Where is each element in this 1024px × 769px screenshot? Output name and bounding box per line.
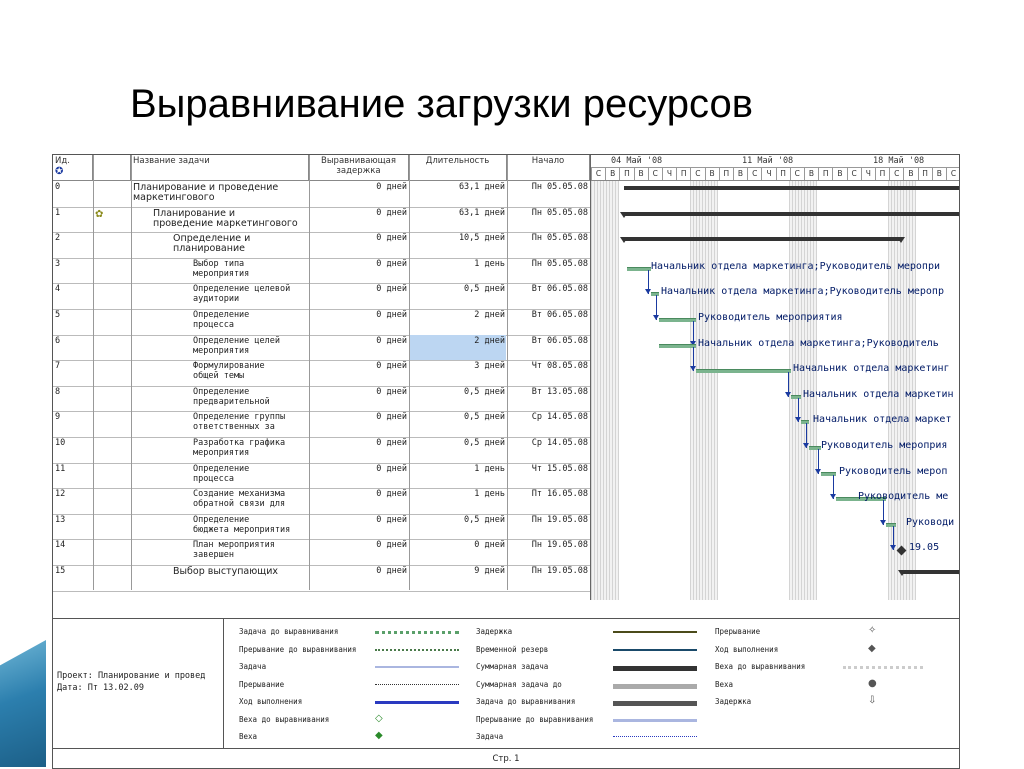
legend-swatch [375,631,459,634]
table-row[interactable] [53,258,590,284]
task-id: 10 [55,438,66,448]
day-label: С [690,168,704,180]
legend-label: Веха [239,732,258,741]
task-bar[interactable] [651,292,659,296]
task-duration: 2 дней [474,310,505,320]
column-divider [93,155,94,590]
task-delay: 0 дней [376,412,407,423]
task-delay: 0 дней [376,566,407,576]
task-name: Определение и [173,233,251,245]
col-delay-header[interactable]: Выравнивающая задержка [309,155,409,181]
table-row[interactable] [53,335,590,361]
week-label: 04 Май '08 [611,156,663,166]
task-delay: 0 дней [376,335,407,346]
legend-label: Задержка [476,627,513,636]
legend-swatch [613,666,697,671]
column-divider [131,155,132,590]
task-name: Планирование и [153,207,236,219]
table-row[interactable] [53,565,590,591]
task-duration: 3 дней [474,361,505,372]
legend-swatch [613,684,697,689]
task-name: Определение целевой [193,284,291,295]
legend-swatch [613,701,697,706]
legend-label: Ход выполнения [239,697,303,706]
task-id: 7 [55,361,61,372]
task-start: Пт 16.05.08 [531,489,588,500]
legend-label: Веха [715,679,734,689]
legend-label: Прерывание [239,679,285,689]
day-label: С [648,168,662,180]
weekend-shading [591,181,619,600]
task-duration: 0,5 дней [464,386,505,397]
task-duration: 9 дней [474,566,505,576]
task-name: Определение [193,514,250,525]
task-bar[interactable] [809,446,821,450]
day-label: В [634,168,648,180]
task-start: Пн 05.05.08 [531,207,588,218]
day-label: Ч [861,168,875,180]
table-row[interactable] [53,309,590,335]
day-label: В [804,168,818,180]
task-name: Выбор выступающих [173,566,278,577]
day-label: С [847,168,861,180]
summary-bar-end [956,212,960,218]
table-row[interactable] [53,207,590,233]
column-divider [409,155,410,590]
legend-label: Прерывание [715,627,761,636]
task-start: Пн 19.05.08 [531,566,588,576]
task-bar[interactable] [659,318,696,322]
legend-label: Суммарная задача [476,662,549,671]
task-name-line2: процесса [193,473,234,484]
task-name-line2: общей темы [193,371,245,382]
resource-label: Руководитель ме [858,491,949,503]
resource-label: Руководи [906,516,955,528]
dependency-arrowhead [890,545,896,550]
task-start: Пн 19.05.08 [531,540,588,551]
task-start: Чт 15.05.08 [531,463,588,474]
task-duration: 0 дней [474,540,505,551]
day-label: П [776,168,790,180]
legend-symbol-icon: ✧ [868,625,877,636]
day-label: В [932,168,946,180]
task-delay: 0 дней [376,386,407,397]
task-duration: 1 день [474,258,505,269]
table-row[interactable] [53,360,590,386]
task-delay: 0 дней [376,489,407,500]
table-row[interactable] [53,181,590,207]
task-name: Определение [193,310,250,320]
summary-bar-end [956,570,960,576]
day-label: В [605,168,619,180]
task-delay: 0 дней [376,207,407,218]
task-duration: 1 день [474,463,505,474]
day-label: Ч [761,168,775,180]
legend-label: Временной резерв [476,644,549,654]
legend-divider [223,619,224,749]
task-name: Определение [193,463,250,474]
day-label: П [719,168,733,180]
task-name: Выбор типа [193,258,245,269]
task-id: 1 [55,207,61,218]
task-id: 6 [55,335,61,346]
task-bar[interactable] [886,523,896,527]
task-id: 2 [55,233,61,244]
task-id: 5 [55,310,61,320]
legend-symbol-icon: ◆ [375,730,383,741]
task-start: Пн 19.05.08 [531,514,588,525]
task-name-line2: завершен [193,550,234,561]
task-delay: 0 дней [376,463,407,474]
task-id: 15 [55,566,66,576]
table-row[interactable] [53,232,590,258]
task-name: Создание механизма [193,489,286,500]
task-start: Вт 06.05.08 [531,284,588,295]
task-name-line2: маркетингового [133,192,215,203]
task-name: Планирование и проведение [133,182,279,193]
task-start: Пн 05.05.08 [531,258,588,269]
resource-label: Начальник отдела маркетинга;Руководитель [698,337,939,349]
task-delay: 0 дней [376,258,407,269]
task-id: 12 [55,489,66,500]
task-delay: 0 дней [376,182,407,192]
day-label: П [818,168,832,180]
task-delay: 0 дней [376,310,407,320]
col-id-header[interactable] [53,155,93,181]
table-row[interactable] [53,437,590,463]
task-bar[interactable] [696,369,791,373]
day-label: Ч [662,168,676,180]
table-row[interactable] [53,514,590,540]
day-label: С [747,168,761,180]
task-id: 4 [55,284,61,295]
task-name: Определение [193,386,250,397]
summary-bar-end [620,237,628,243]
task-name: Определение группы [193,412,286,423]
day-label: С [946,168,960,180]
task-id: 0 [55,182,61,192]
task-start: Ср 14.05.08 [531,438,588,448]
task-duration: 0,5 дней [464,284,505,295]
task-duration: 1 день [474,489,505,500]
slide-decoration [0,640,46,767]
day-label: П [918,168,932,180]
legend-swatch [613,631,697,633]
weekend-shading [690,181,718,600]
task-start: Вт 13.05.08 [531,386,588,397]
task-name-line2: аудитории [193,294,240,305]
resource-label: Руководитель мероприя [821,440,948,451]
summary-bar-end [897,237,905,243]
row-divider [53,591,590,592]
table-row[interactable] [53,488,590,514]
resource-label: 19.05 [909,542,940,554]
gantt-chart [590,155,960,600]
day-label: С [591,168,605,180]
legend-label: Задача до выравнивания [239,627,339,636]
task-bar[interactable] [801,420,809,424]
task-delay: 0 дней [376,284,407,295]
table-row[interactable] [53,411,590,437]
task-name-line2: мероприятия [193,268,250,279]
legend-label: Задача [239,662,267,671]
legend-label: Суммарная задача до [476,679,562,689]
legend-symbol-icon: ● [868,677,877,689]
legend-label: Прерывание до выравнивания [476,714,594,724]
day-label: В [705,168,719,180]
task-duration: 63,1 дней [458,207,505,218]
legend-swatch [375,666,459,668]
task-bar[interactable] [791,395,801,399]
col-name-header[interactable]: Название задачи [131,155,309,181]
task-name-line2: мероприятия [193,345,250,356]
day-label: В [733,168,747,180]
legend-symbol-icon: ◇ [375,712,383,724]
legend [53,618,959,749]
task-start: Ср 14.05.08 [531,412,588,423]
legend-label: Задача до выравнивания [476,697,576,706]
legend-swatch [843,666,923,669]
task-name: Формулирование [193,361,265,372]
legend-swatch [375,684,459,685]
task-name-line2: процесса [193,320,234,330]
task-delay: 0 дней [376,438,407,448]
task-name: Разработка графика [193,438,286,448]
resource-label: Руководитель мероприятия [698,312,843,323]
legend-swatch [613,649,697,651]
table-row[interactable] [53,463,590,489]
task-bar[interactable] [659,344,696,348]
task-id: 11 [55,463,66,474]
task-duration: 10,5 дней [458,233,505,244]
legend-symbol-icon: ⇩ [868,695,877,706]
task-start: Пн 05.05.08 [531,233,588,244]
column-divider [507,155,508,590]
slide-title: Выравнивание загрузки ресурсов [130,82,753,126]
project-date: Дата: Пт 13.02.09 [57,683,144,693]
table-row[interactable] [53,386,590,412]
task-name: Определение целей [193,335,280,346]
resource-label: Начальник отдела маркетинг [793,363,950,375]
week-label: 11 Май '08 [742,156,794,166]
table-row[interactable] [53,283,590,309]
summary-bar-end [620,212,628,218]
task-delay: 0 дней [376,514,407,525]
task-delay: 0 дней [376,233,407,244]
day-label: С [889,168,903,180]
task-duration: 2 дней [474,335,505,346]
task-name: План мероприятия [193,540,275,551]
legend-label: Ход выполнения [715,644,779,654]
task-id: 8 [55,386,61,397]
legend-swatch [375,701,459,704]
task-start: Вт 06.05.08 [531,310,588,320]
task-name-line2: планирование [173,243,245,255]
day-label: С [790,168,804,180]
task-name-line2: обратной связи для [193,499,286,510]
recurring-indicator-icon: ✿ [95,208,104,220]
gantt-frame [52,154,960,769]
legend-swatch [375,649,459,651]
task-id: 3 [55,258,61,269]
info-icon: ✪ [55,166,64,177]
resource-label: Начальник отдела маркет [813,414,952,426]
task-start: Пн 05.05.08 [531,182,588,192]
page-number: Стр. 1 [53,748,959,769]
resource-label: Начальник отдела маркетинга;Руководитель меропри [651,260,940,272]
summary-bar[interactable] [624,212,960,216]
task-duration: 0,5 дней [464,438,505,448]
week-label: 18 Май '08 [873,156,925,166]
legend-label: Задача [476,732,504,741]
col-indicator-header[interactable] [93,155,131,181]
task-delay: 0 дней [376,540,407,551]
legend-label: Прерывание до выравнивания [239,644,357,654]
legend-label: Веха до выравнивания [715,662,806,671]
day-label: В [903,168,917,180]
summary-bar[interactable] [902,570,960,574]
project-name: Проект: Планирование и провед [57,671,206,681]
resource-label: Начальник отдела маркетинга;Руководитель меропр [661,286,944,298]
task-id: 13 [55,514,66,525]
day-label: П [875,168,889,180]
task-duration: 0,5 дней [464,412,505,423]
legend-symbol-icon: ◆ [868,642,876,654]
column-divider [309,155,310,590]
table-row[interactable] [53,539,590,565]
task-name-line2: ответственных за [193,422,275,433]
summary-bar-end [898,570,906,576]
task-duration: 0,5 дней [464,514,505,525]
task-name-line2: предварительной [193,396,270,407]
task-name-line2: проведение маркетингового [153,217,298,229]
resource-label: Руководитель мероп [839,465,948,477]
task-start: Чт 08.05.08 [531,361,588,372]
col-duration-header[interactable]: Длительность [409,155,507,181]
task-delay: 0 дней [376,361,407,372]
legend-label: Задержка [715,697,752,706]
day-label: П [676,168,690,180]
col-id-label: Ид. [55,156,70,166]
task-duration: 63,1 дней [458,182,505,192]
legend-swatch [613,719,697,722]
col-start-header[interactable]: Начало [507,155,590,181]
task-id: 9 [55,412,61,423]
legend-label: Веха до выравнивания [239,714,330,724]
summary-bar[interactable] [624,237,901,241]
task-name-line2: мероприятия [193,448,250,458]
task-name-line2: бюджета мероприятия [193,524,291,535]
summary-bar[interactable] [624,186,960,190]
task-id: 14 [55,540,66,551]
day-label: В [832,168,846,180]
task-start: Вт 06.05.08 [531,335,588,346]
legend-swatch [613,736,697,737]
resource-label: Начальник отдела маркетин [803,388,954,400]
day-label: П [619,168,633,180]
